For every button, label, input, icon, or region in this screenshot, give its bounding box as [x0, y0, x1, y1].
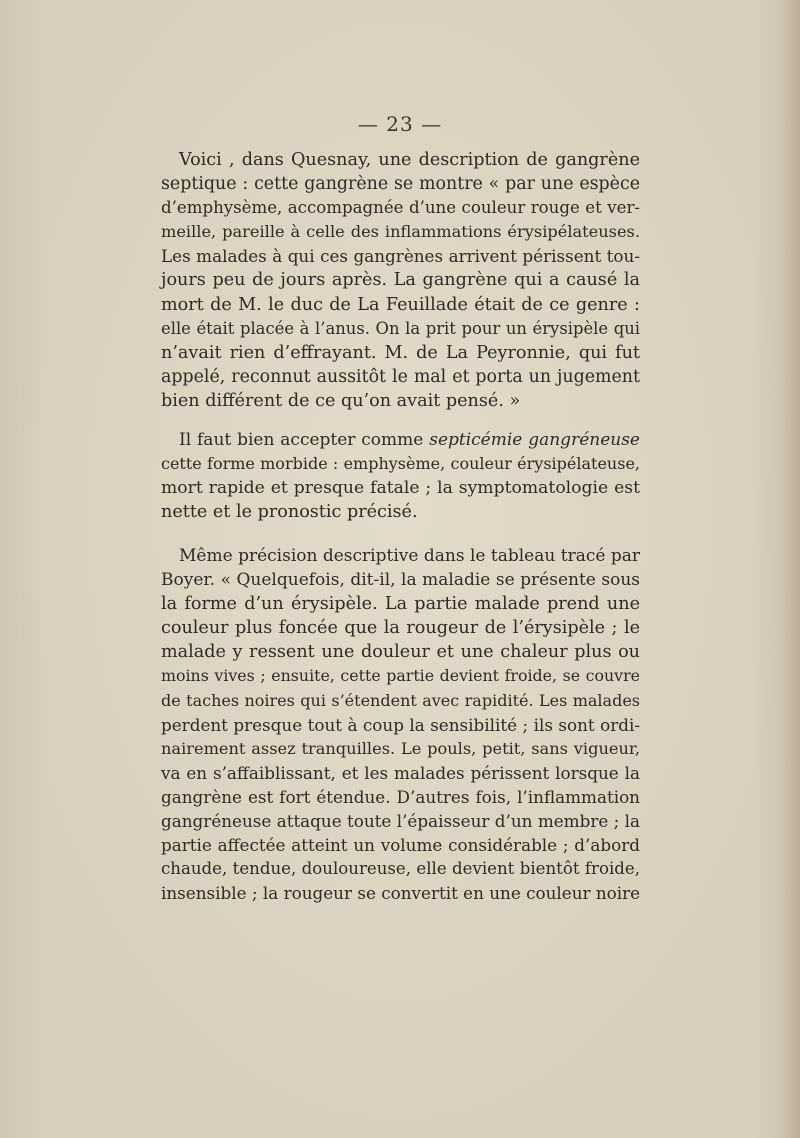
text-line: Boyer. « Quelquefois, dit-il, la maladie se présente sous — [161, 570, 640, 591]
paragraph-septicemie — [161, 428, 640, 524]
text-line: va en s’affaiblissant, et les malades périssent lorsque la — [161, 762, 640, 783]
italic-term: septicémie gangréneuse — [429, 430, 640, 450]
text-line: meille, pareille à celle des inflammations érysipélateuses. — [161, 222, 640, 242]
text-segment: Il faut bien accepter comme — [179, 430, 430, 450]
text-line — [161, 428, 640, 452]
text-line: mort de M. le duc de La Feuillade était de ce genre : — [161, 294, 640, 315]
text-line: partie affectée atteint un volume considérable ; d’abord — [161, 835, 640, 856]
text-line: gangréneuse attaque toute l’épaisseur d’un membre ; la — [161, 811, 640, 832]
text-line: septique : cette gangrène se montre « par une espèce — [161, 174, 640, 195]
page-edge-shadow — [782, 0, 800, 1138]
text-line: nairement assez tranquilles. Le pouls, petit, sans vigueur, — [161, 738, 640, 758]
text-line: jours peu de jours après. La gangrène qui a causé la — [161, 270, 640, 291]
text-line: Même précision descriptive dans le tableau tracé par — [179, 546, 640, 566]
text-line: malade y ressent une douleur et une chaleur plus ou — [161, 642, 640, 663]
text-line: Les malades à qui ces gangrènes arrivent périssent tou- — [161, 246, 640, 267]
page-number: — 23 — — [357, 112, 443, 136]
text-line: n’avait rien d’effrayant. M. de La Peyronnie, qui fut — [161, 342, 640, 363]
text-line: d’emphysème, accompagnée d’une couleur rouge et ver- — [161, 198, 640, 218]
text-line: moins vives ; ensuite, cette partie devient froide, se couvre — [161, 666, 640, 686]
text-line: couleur plus foncée que la rougeur de l’érysipèle ; le — [161, 618, 640, 639]
text-line: elle était placée à l’anus. On la prit pour un érysipèle qui — [161, 318, 640, 338]
text-line: chaude, tendue, douloureuse, elle devient bientôt froide, — [161, 859, 640, 879]
text-line: appelé, reconnut aussitôt le mal et porta un jugement — [161, 366, 640, 387]
text-line: nette et le pronostic précisé. — [161, 502, 418, 523]
text-line: bien différent de ce qu’on avait pensé. » — [161, 390, 521, 411]
text-line: la forme d’un érysipèle. La partie malade prend une — [161, 594, 640, 615]
text-line: perdent presque tout à coup la sensibilité ; ils sont ordi- — [161, 714, 640, 735]
paragraph-boyer — [161, 544, 640, 905]
text-line: insensible ; la rougeur se convertit en une couleur noire — [161, 883, 641, 904]
text-line: de taches noires qui s’étendent avec rapidité. Les malades — [161, 690, 640, 710]
text-line: cette forme morbide : emphysème, couleur érysipélateuse, — [161, 454, 640, 474]
text-line: mort rapide et presque fatale ; la symptomatologie est — [161, 478, 640, 499]
text-line: gangrène est fort étendue. D’autres fois, l’inflammation — [161, 786, 640, 807]
text-line: Voici , dans Quesnay, une description de gangrène — [179, 150, 640, 170]
paragraph-quesnay — [161, 148, 640, 413]
